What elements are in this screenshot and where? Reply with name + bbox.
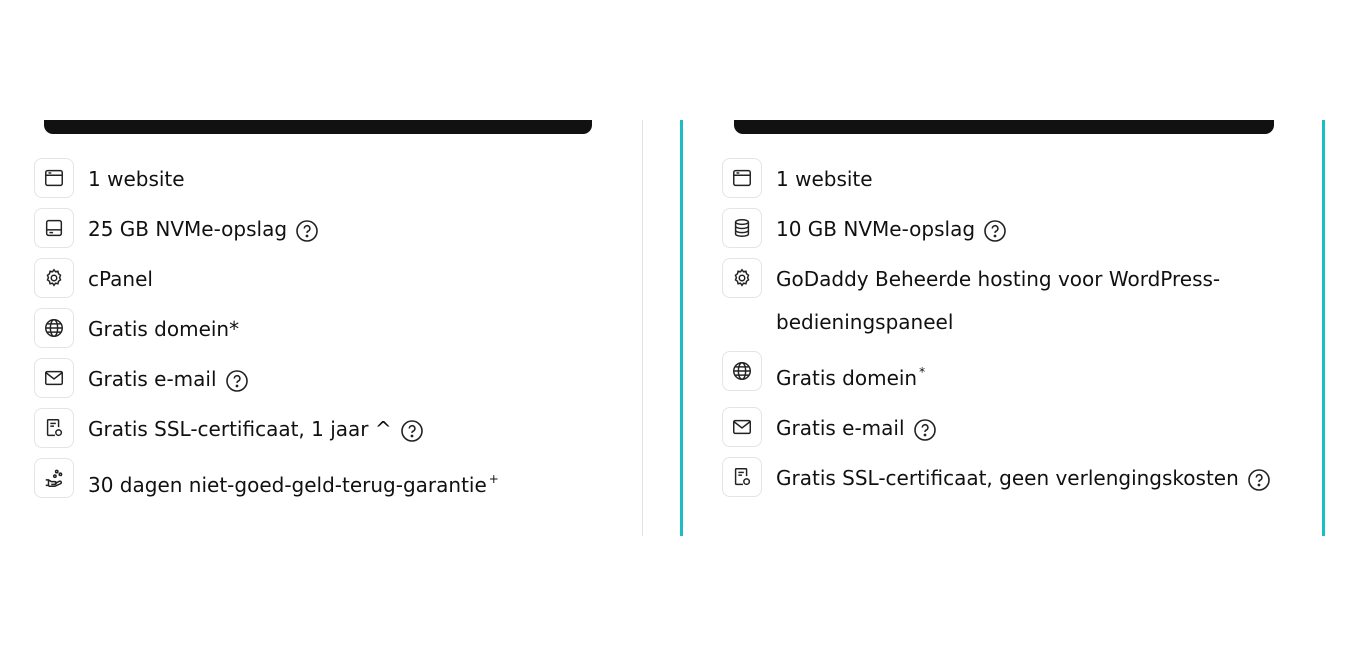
feature-list xyxy=(722,158,1271,507)
globe-icon xyxy=(722,351,762,391)
feature-label: 30 dagen niet-goed-geld-terug-garantie xyxy=(88,473,487,497)
feature-label: 25 GB NVMe-opslag xyxy=(88,217,288,241)
feature-label: Gratis SSL-certificaat, geen verlengingskosten xyxy=(776,466,1239,490)
feature-label: Gratis SSL-certificaat, 1 jaar ^ xyxy=(88,417,392,441)
feature-email xyxy=(722,407,1271,450)
feature-email xyxy=(34,358,499,401)
question-circle-icon[interactable] xyxy=(400,419,424,443)
question-circle-icon[interactable] xyxy=(983,219,1007,243)
footnote-mark: + xyxy=(488,472,499,486)
feature-label: cPanel xyxy=(88,267,153,291)
feature-website xyxy=(34,158,499,201)
feature-label: GoDaddy Beheerde hosting voor WordPress-bedieningspaneel xyxy=(776,267,1221,334)
feature-label: Gratis e-mail xyxy=(88,367,217,391)
feature-storage xyxy=(722,208,1271,251)
browser-window-icon xyxy=(34,158,74,198)
globe-icon xyxy=(34,308,74,348)
mail-icon xyxy=(722,407,762,447)
mail-icon xyxy=(34,358,74,398)
feature-label: 10 GB NVMe-opslag xyxy=(776,217,976,241)
footnote-mark: * xyxy=(919,365,926,379)
feature-guarantee xyxy=(34,458,499,507)
feature-website xyxy=(722,158,1271,201)
feature-storage xyxy=(34,208,499,251)
select-plan-button[interactable] xyxy=(734,120,1274,134)
question-circle-icon[interactable] xyxy=(1247,468,1271,492)
column-divider xyxy=(642,120,643,536)
question-circle-icon[interactable] xyxy=(225,369,249,393)
hand-coins-icon xyxy=(34,458,74,498)
feature-list xyxy=(34,158,499,514)
feature-control-panel xyxy=(722,258,1271,344)
gear-icon xyxy=(722,258,762,298)
browser-window-icon xyxy=(722,158,762,198)
feature-label: 1 website xyxy=(776,167,873,191)
certificate-icon xyxy=(34,408,74,448)
feature-label: Gratis domein* xyxy=(88,317,240,341)
certificate-icon xyxy=(722,457,762,497)
feature-label: Gratis e-mail xyxy=(776,416,905,440)
feature-domain xyxy=(722,351,1271,400)
question-circle-icon[interactable] xyxy=(295,219,319,243)
database-icon xyxy=(722,208,762,248)
plan-card-right xyxy=(680,120,1325,536)
hard-drive-icon xyxy=(34,208,74,248)
feature-domain xyxy=(34,308,499,351)
gear-icon xyxy=(34,258,74,298)
select-plan-button[interactable] xyxy=(44,120,592,134)
feature-label: Gratis domein xyxy=(776,366,918,390)
question-circle-icon[interactable] xyxy=(913,418,937,442)
feature-ssl xyxy=(722,457,1271,500)
feature-label: 1 website xyxy=(88,167,185,191)
feature-control-panel xyxy=(34,258,499,301)
feature-ssl xyxy=(34,408,499,451)
